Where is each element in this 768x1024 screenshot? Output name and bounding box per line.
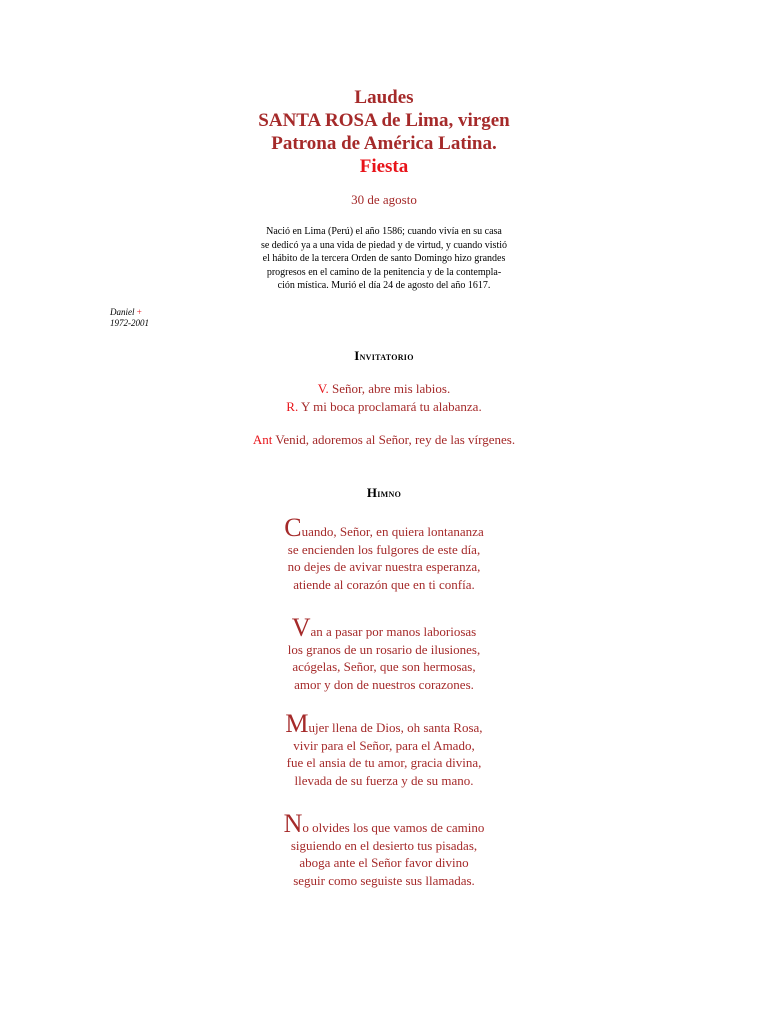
- antiphon-mark: Ant: [252, 432, 273, 447]
- drop-cap: V: [291, 613, 311, 642]
- response-line: [0, 398, 768, 416]
- drop-cap: M: [285, 709, 309, 738]
- biography-line: el hábito de la tercera Orden de santo Domingo hizo grandes: [262, 253, 506, 264]
- stanza-line: se encienden los fulgores de este día,: [287, 541, 481, 557]
- response-mark: R.: [286, 399, 299, 414]
- author-years: 1972-2001: [110, 318, 149, 328]
- antiphon: [0, 432, 768, 448]
- response-text: Y mi boca proclamará tu alabanza.: [298, 399, 482, 414]
- stanza-line: ujer llena de Dios, oh santa Rosa,: [308, 720, 483, 735]
- biography-line: se dedicó ya a una vida de piedad y de virtud, y cuando vistió: [260, 239, 508, 251]
- hymn-stanza: [0, 613, 768, 693]
- stanza-first-line: [0, 513, 768, 542]
- stanza-line: siguiendo en el desierto tus pisadas,: [290, 837, 478, 853]
- hymn-stanza: [0, 809, 768, 889]
- stanza-line: acógelas, Señor, que son hermosas,: [292, 659, 476, 674]
- title-line-hour: Laudes: [354, 87, 414, 108]
- page-title: [0, 86, 768, 178]
- title-line-rank: Fiesta: [359, 156, 409, 177]
- stanza-first-line: [0, 709, 768, 738]
- stanza-line: o olvides los que vamos de camino: [302, 820, 485, 835]
- stanza-line: aboga ante el Señor favor divino: [299, 855, 469, 870]
- stanza-line: atiende al corazón que en ti confía.: [293, 576, 475, 592]
- title-line-patronage: Patrona de América Latina.: [271, 133, 497, 154]
- stanza-line: uando, Señor, en quiera lontananza: [301, 524, 484, 539]
- stanza-line: vivir para el Señor, para el Amado,: [293, 737, 475, 753]
- stanza-line: fue el ansia de tu amor, gracia divina,: [286, 755, 482, 770]
- title-line-saint: SANTA ROSA de Lima, virgen: [258, 110, 510, 131]
- drop-cap: C: [284, 513, 302, 542]
- feast-date: 30 de agosto: [351, 192, 417, 207]
- biography-line: Nació en Lima (Perú) el año 1586; cuando vivía en su casa: [266, 226, 502, 237]
- versicle-text: Señor, abre mis labios.: [328, 381, 451, 396]
- heading-initial: H: [366, 485, 378, 500]
- drop-cap: N: [283, 809, 303, 838]
- biography: [234, 225, 534, 293]
- stanza-first-line: [0, 809, 768, 838]
- antiphon-text: Venid, adoremos al Señor, rey de las vírgenes.: [272, 432, 516, 447]
- biography-line: ción mística. Murió el día 24 de agosto del año 1617.: [277, 280, 491, 291]
- hymn-stanza: [0, 513, 768, 593]
- stanza-line: llevada de su fuerza y de su mano.: [294, 772, 474, 788]
- stanza-line: los granos de un rosario de ilusiones,: [287, 641, 481, 657]
- versicle-response: [0, 380, 768, 416]
- stanza-first-line: [0, 613, 768, 642]
- versicle-mark: V.: [317, 381, 329, 396]
- stanza-line: no dejes de avivar nuestra esperanza,: [287, 559, 481, 574]
- cross-icon: +: [136, 307, 142, 317]
- heading-initial: I: [354, 348, 360, 363]
- author-name: Daniel: [110, 307, 135, 317]
- heading-rest: nvitatorio: [359, 351, 414, 363]
- heading-rest: imno: [377, 488, 402, 500]
- stanza-line: amor y don de nuestros corazones.: [294, 676, 474, 692]
- himno-heading: [0, 485, 768, 501]
- hymn-stanza: [0, 709, 768, 789]
- author-credit: [110, 307, 149, 329]
- versicle-line: [0, 380, 768, 398]
- invitatorio-heading: [0, 348, 768, 364]
- stanza-line: an a pasar por manos laboriosas: [310, 624, 477, 639]
- biography-line: progresos en el camino de la penitencia y de la contempla-: [266, 266, 502, 278]
- stanza-line: seguir como seguiste sus llamadas.: [293, 872, 475, 888]
